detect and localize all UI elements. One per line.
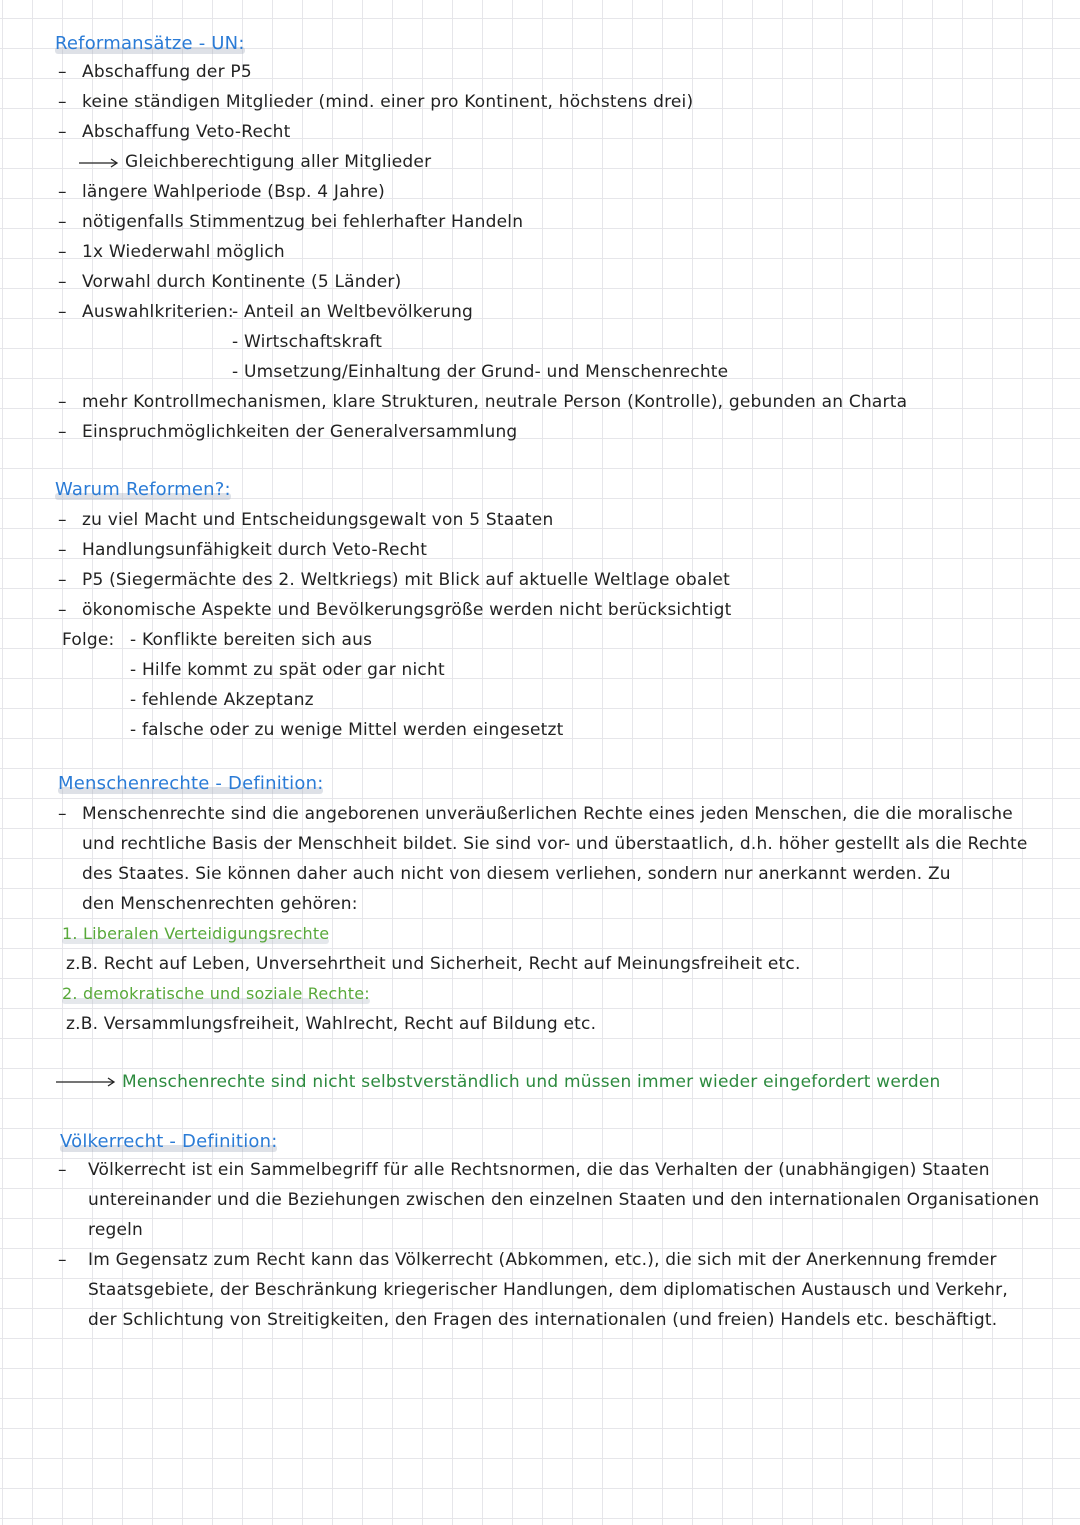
arrow-right-icon <box>78 158 120 168</box>
subheading-liberal-rights: 1. Liberalen Verteidigungsrechte <box>62 924 330 943</box>
heading-human-rights: Menschenrechte - Definition: <box>58 773 324 794</box>
heading-reform: Reformansätze - UN: <box>55 33 245 54</box>
heading-intl-law: Völkerrecht - Definition: <box>60 1131 278 1152</box>
notebook-page: Reformansätze - UN: – Abschaffung der P5 – keine ständigen Mitglieder (mind. einer pro Kontinent, höchstens drei) – Abschaffung Veto-Recht Gleichberechtigung aller Mitglieder – längere Wahlperiode (Bsp. 4 Jahre) – nötigenfalls Stimmentzug bei fehlerhafter Handeln – 1x Wiederwahl möglich – Vorwahl durch Kontinente (5 Länder) – Auswahlkriterien: - Anteil an Weltbevölkerung - Wirtschaftskraft - Umsetzung/Einhaltung der Grund- und Menschenrechte – mehr Kontrollmechanismen, klare Strukturen, neutrale Person (Kontrolle), gebunden an Charta – Einspruchmöglichkeiten der Generalversammlung Warum Reformen?: – zu viel Macht und Entscheidungsgewalt von 5 Staaten – Handlungsunfähigkeit durch Veto-Recht – P5 (Siegermächte des 2. Weltkriegs) mit Blick auf aktuelle Weltlage obalet – ökonomische Aspekte und Bevölkerungsgröße werden nicht berücksichtigt Folge: - Konflikte bereiten sich aus - Hilfe kommt zu spät oder gar nicht - fehlende Akzeptanz - falsche oder zu wenige Mittel werden eingesetzt Menschenrechte - Definition: – Menschenrechte sind die angeborenen unveräußerlichen Rechte eines jeden Menschen, die die moralische und rechtliche Basis der Menschheit bildet. Sie sind vor- und überstaatlich, d.h. höher gestellt als die Rechte des Staates. Sie können daher auch nicht von diesem verliehen, sondern nur anerkannt werden. Zu den Menschenrechten gehören: 1. Liberalen Verteidigungsrechte z.B. Recht auf Leben, Unversehrtheit und Sicherheit, Recht auf Meinungsfreiheit etc. 2. demokratische und soziale Rechte: z.B. Versammlungsfreiheit, Wahlrecht, Recht auf Bildung etc. Menschenrechte sind nicht selbstverständlich und müssen immer wieder eingefordert werden Völkerrecht - Definition: – Völkerrecht ist ein Sammelbegriff für alle Rechtsnormen, die das Verhalten der (unabhängigen) Staaten untereinander und die Beziehungen zwischen den einzelnen Staaten und den internationalen Organisationen regeln – Im Gegensatz zum Recht kann das Völkerrecht (Abkommen, etc.), die sich mit der Anerkennung fremder Staatsgebiete, der Beschränkung kriegerischer Handlungen, dem diplomatischen Austausch und Verkehr, der Schlichtung von Streitigkeiten, den Fragen des internationalen (und freien) Handels etc. beschäftigt. <box>55 33 1040 1330</box>
heading-why: Warum Reformen?: <box>55 479 231 500</box>
subheading-social-rights: 2. demokratische und soziale Rechte: <box>62 984 370 1003</box>
arrow-right-icon <box>55 1077 117 1087</box>
